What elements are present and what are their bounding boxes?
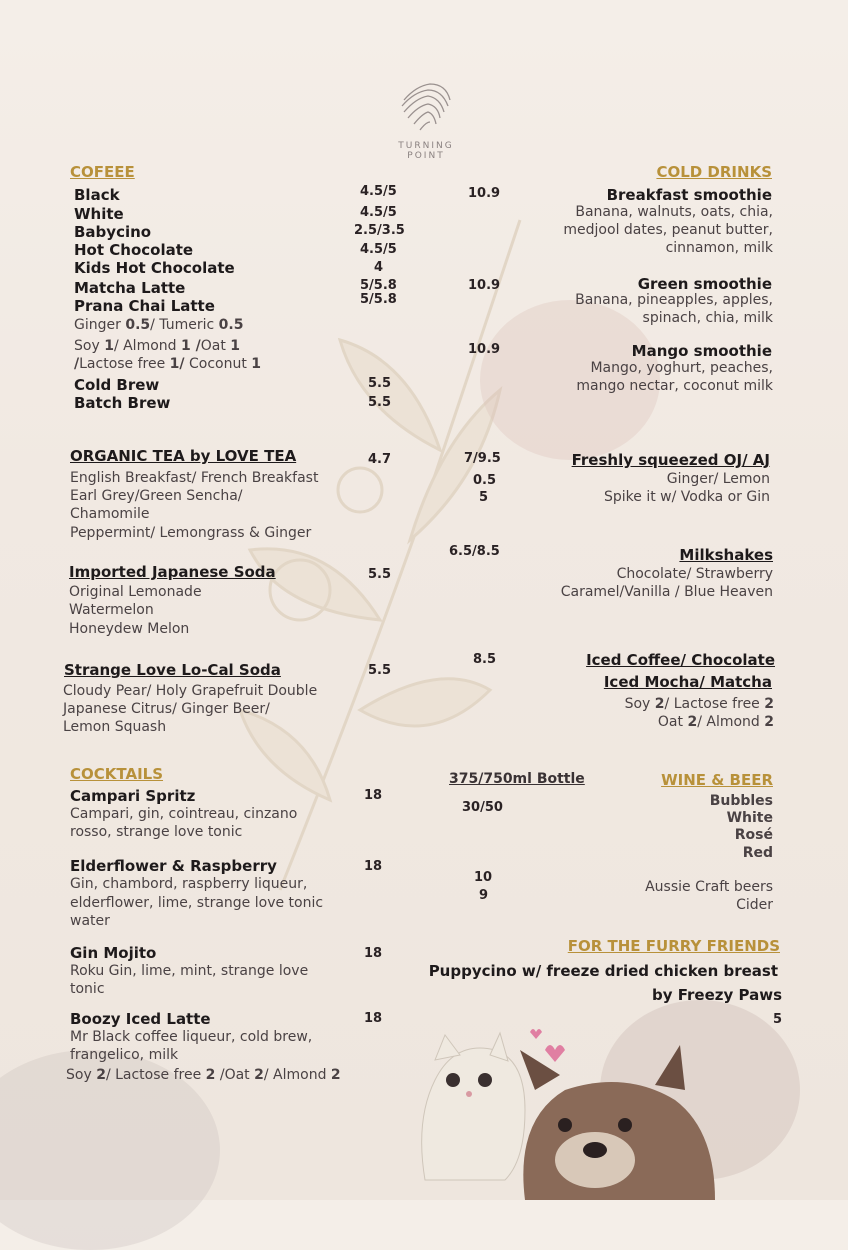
- cocktail-price: 18: [364, 859, 383, 874]
- menu-item-price: 4.5/5: [360, 184, 397, 199]
- menu-item-name: White: [74, 205, 124, 223]
- coffee-milk-options: Soy 1/ Almond 1 /Oat 1: [74, 338, 241, 354]
- strange-love-line: Japanese Citrus/ Ginger Beer/: [63, 701, 270, 717]
- coffee-milk-options: /Lactose free 1/ Coconut 1: [74, 356, 262, 372]
- smoothie-desc: medjool dates, peanut butter,: [563, 222, 773, 238]
- cocktail-desc: frangelico, milk: [70, 1047, 179, 1063]
- smoothie-desc: Mango, yoghurt, peaches,: [590, 360, 773, 376]
- milkshake-line: Chocolate/ Strawberry: [616, 566, 773, 582]
- turning-point-logo: [398, 78, 456, 140]
- menu-item-price: 2.5/3.5: [354, 223, 405, 238]
- cocktail-price: 18: [364, 788, 383, 803]
- cocktail-desc: tonic: [70, 981, 105, 997]
- cider-price: 9: [479, 888, 489, 903]
- cocktail-desc: Roku Gin, lime, mint, strange love: [70, 963, 309, 979]
- wine-item: White: [726, 810, 773, 826]
- japanese-soda-heading: Imported Japanese Soda: [69, 563, 276, 581]
- tea-price: 4.7: [368, 452, 392, 467]
- soda-line: Watermelon: [69, 602, 154, 618]
- iced-milk-options: Oat 2/ Almond 2: [657, 714, 774, 730]
- wine-item: Rosé: [734, 827, 773, 843]
- menu-item-price: 4.5/5: [360, 205, 397, 220]
- cold-drinks-heading: COLD DRINKS: [656, 163, 772, 181]
- cocktail-name: Elderflower & Raspberry: [70, 857, 277, 875]
- milkshakes-heading: Milkshakes: [679, 546, 773, 564]
- menu-item-name: Batch Brew: [74, 394, 171, 412]
- oj-heading: Freshly squeezed OJ/ AJ: [571, 451, 770, 469]
- mango-smoothie-price: 10.9: [468, 342, 501, 357]
- iced-milk-options: Soy 2/ Lactose free 2: [624, 696, 774, 712]
- cocktail-price: 18: [364, 1011, 383, 1026]
- coffee-heading: COFEEE: [70, 163, 135, 181]
- iced-heading: Iced Coffee/ Chocolate: [586, 651, 775, 669]
- strange-love-line: Cloudy Pear/ Holy Grapefruit Double: [63, 683, 318, 699]
- bottle-size-label: 375/750ml Bottle: [449, 771, 585, 787]
- green-smoothie-price: 10.9: [468, 278, 501, 293]
- menu-item-price: 5.5: [368, 395, 392, 410]
- tea-line: Peppermint/ Lemongrass & Ginger: [70, 525, 312, 541]
- wine-beer-heading: WINE & BEER: [661, 771, 773, 789]
- cocktail-price: 18: [364, 946, 383, 961]
- menu-item-price: 4.5/5: [360, 242, 397, 257]
- cocktail-name: Gin Mojito: [70, 944, 157, 962]
- heart-icon: [545, 1045, 565, 1062]
- strange-love-line: Lemon Squash: [63, 719, 167, 735]
- smoothie-desc: Banana, pineapples, apples,: [575, 292, 773, 308]
- menu-item-price: 5.5: [368, 376, 392, 391]
- oj-spike-price: 5: [479, 490, 489, 505]
- iced-price: 8.5: [473, 652, 497, 667]
- tea-heading: ORGANIC TEA by LOVE TEA: [70, 447, 297, 465]
- cocktail-desc: Campari, gin, cointreau, cinzano: [70, 806, 298, 822]
- wine-price: 30/50: [462, 800, 503, 815]
- menu-item-name: Prana Chai Latte: [74, 297, 215, 315]
- cocktail-name: Boozy Iced Latte: [70, 1010, 211, 1028]
- beer-item: Cider: [736, 897, 773, 913]
- smoothie-desc: spinach, chia, milk: [642, 310, 773, 326]
- strange-love-price: 5.5: [368, 663, 392, 678]
- japanese-soda-price: 5.5: [368, 567, 392, 582]
- cocktail-desc: water: [70, 913, 110, 929]
- oj-line: Spike it w/ Vodka or Gin: [604, 489, 770, 505]
- smoothie-desc: Banana, walnuts, oats, chia,: [575, 204, 773, 220]
- menu-item-name: Cold Brew: [74, 376, 160, 394]
- puppycino-price: 5: [773, 1012, 783, 1027]
- breakfast-smoothie-price: 10.9: [468, 186, 501, 201]
- coffee-extras: Ginger 0.5/ Tumeric 0.5: [74, 317, 244, 333]
- logo-text: TURNING POINT: [398, 141, 454, 161]
- menu-item-price: 4: [374, 260, 384, 275]
- menu-item-name: Matcha Latte: [74, 279, 186, 297]
- heart-icon: [530, 1029, 542, 1039]
- cocktails-heading: COCKTAILS: [70, 765, 164, 783]
- cocktail-desc: Gin, chambord, raspberry liqueur,: [70, 876, 308, 892]
- green-smoothie-name: Green smoothie: [637, 275, 772, 293]
- furry-friends-heading: FOR THE FURRY FRIENDS: [567, 937, 780, 955]
- menu-item-price: 5/5.8: [360, 292, 397, 307]
- menu-item-name: Black: [74, 186, 120, 204]
- puppycino-line: by Freezy Paws: [652, 986, 782, 1004]
- iced-heading: Iced Mocha/ Matcha: [603, 673, 772, 691]
- tea-line: English Breakfast/ French Breakfast: [70, 470, 319, 486]
- cocktail-desc: elderflower, lime, strange love tonic: [70, 895, 324, 911]
- oj-addon-price: 0.5: [473, 473, 497, 488]
- wine-item: Red: [742, 845, 773, 861]
- mango-smoothie-name: Mango smoothie: [631, 342, 772, 360]
- soda-line: Original Lemonade: [69, 584, 202, 600]
- wine-item: Bubbles: [709, 793, 773, 809]
- breakfast-smoothie-name: Breakfast smoothie: [606, 186, 772, 204]
- oj-price: 7/9.5: [464, 451, 501, 466]
- cocktail-desc: Mr Black coffee liqueur, cold brew,: [70, 1029, 313, 1045]
- smoothie-desc: mango nectar, coconut milk: [576, 378, 773, 394]
- cocktail-desc: rosso, strange love tonic: [70, 824, 243, 840]
- menu-item-name: Hot Chocolate: [74, 241, 194, 259]
- milkshake-line: Caramel/Vanilla / Blue Heaven: [560, 584, 773, 600]
- cat-and-dog-illustration: [405, 1010, 785, 1200]
- beer-price: 10: [474, 870, 493, 885]
- tea-line: Chamomile: [70, 506, 150, 522]
- menu-item-price: 5/5.8: [360, 278, 397, 293]
- smoothie-desc: cinnamon, milk: [665, 240, 773, 256]
- menu-item-name: Kids Hot Chocolate: [74, 259, 235, 277]
- menu-item-name: Babycino: [74, 223, 152, 241]
- cocktail-name: Campari Spritz: [70, 787, 196, 805]
- puppycino-line: Puppycino w/ freeze dried chicken breast: [428, 962, 778, 980]
- tea-line: Earl Grey/Green Sencha/: [70, 488, 243, 504]
- milkshake-price: 6.5/8.5: [449, 544, 500, 559]
- cocktail-milk-options: Soy 2/ Lactose free 2 /Oat 2/ Almond 2: [66, 1067, 341, 1083]
- oj-line: Ginger/ Lemon: [666, 471, 770, 487]
- strange-love-heading: Strange Love Lo-Cal Soda: [64, 661, 281, 679]
- soda-line: Honeydew Melon: [69, 621, 190, 637]
- beer-item: Aussie Craft beers: [645, 879, 773, 895]
